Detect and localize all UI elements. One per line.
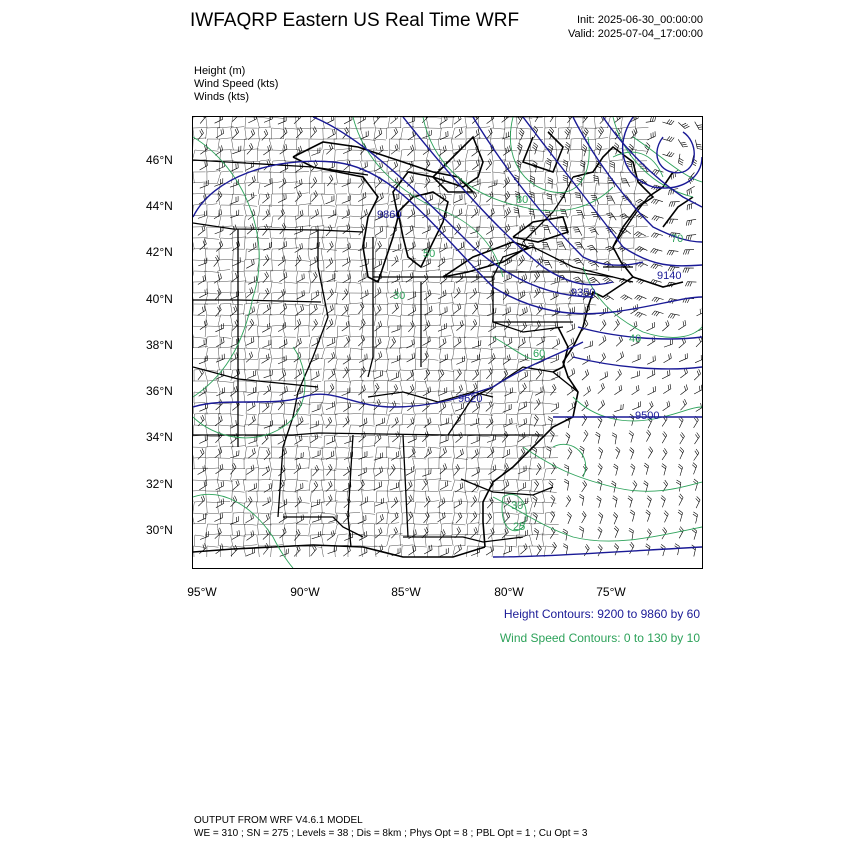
model-config-line: WE = 310 ; SN = 275 ; Levels = 38 ; Dis = 8km ; Phys Opt = 8 ; PBL Opt = 1 ; Cu Opt = 3 xyxy=(194,828,588,839)
time-info xyxy=(568,13,703,41)
height-contour-legend: Height Contours: 9200 to 9860 by 60 xyxy=(503,607,700,621)
wind-label: 25 xyxy=(513,521,526,533)
wind-label: 40 xyxy=(629,333,642,345)
lon-label: 90°W xyxy=(290,585,320,599)
field-label-height: Height (m) xyxy=(194,65,246,77)
lat-label: 30°N xyxy=(146,523,173,537)
init-time: Init: 2025-06-30_00:00:00 xyxy=(577,14,703,26)
height-label: 9140 xyxy=(657,270,682,282)
height-label: 9620 xyxy=(458,393,483,405)
lat-label: 44°N xyxy=(146,199,173,213)
field-label-wind-speed: Wind Speed (kts) xyxy=(194,78,279,90)
lat-label: 42°N xyxy=(146,245,173,259)
lat-label: 38°N xyxy=(146,338,173,352)
state-boundaries xyxy=(193,160,648,547)
wind-label: 80 xyxy=(516,194,529,206)
height-label: 9500 xyxy=(635,410,660,422)
height-label: 9860 xyxy=(377,209,402,221)
wind-label: 60 xyxy=(533,348,546,360)
lon-label: 95°W xyxy=(187,585,217,599)
lon-label: 85°W xyxy=(391,585,421,599)
lon-label: 75°W xyxy=(596,585,626,599)
lat-label: 40°N xyxy=(146,292,173,306)
lat-label: 36°N xyxy=(146,384,173,398)
weather-map xyxy=(193,117,702,568)
lat-label: 46°N xyxy=(146,153,173,167)
lon-label: 80°W xyxy=(494,585,524,599)
valid-time: Valid: 2025-07-04_17:00:00 xyxy=(568,28,703,40)
map-panel xyxy=(192,116,703,569)
lat-label: 32°N xyxy=(146,477,173,491)
plot-title: IWFAQRP Eastern US Real Time WRF xyxy=(190,10,520,31)
field-label-winds: Winds (kts) xyxy=(194,91,249,103)
wind-label: 30 xyxy=(393,290,406,302)
model-output-line: OUTPUT FROM WRF V4.6.1 MODEL xyxy=(194,815,363,826)
wind-label: 50 xyxy=(423,248,436,260)
lat-label: 34°N xyxy=(146,430,173,444)
wind-contour-legend: Wind Speed Contours: 0 to 130 by 10 xyxy=(499,631,700,645)
height-label: 9350 xyxy=(571,287,596,299)
wind-label: 30 xyxy=(511,500,524,512)
contour-labels xyxy=(377,194,683,533)
wind-label: 70 xyxy=(671,233,684,245)
